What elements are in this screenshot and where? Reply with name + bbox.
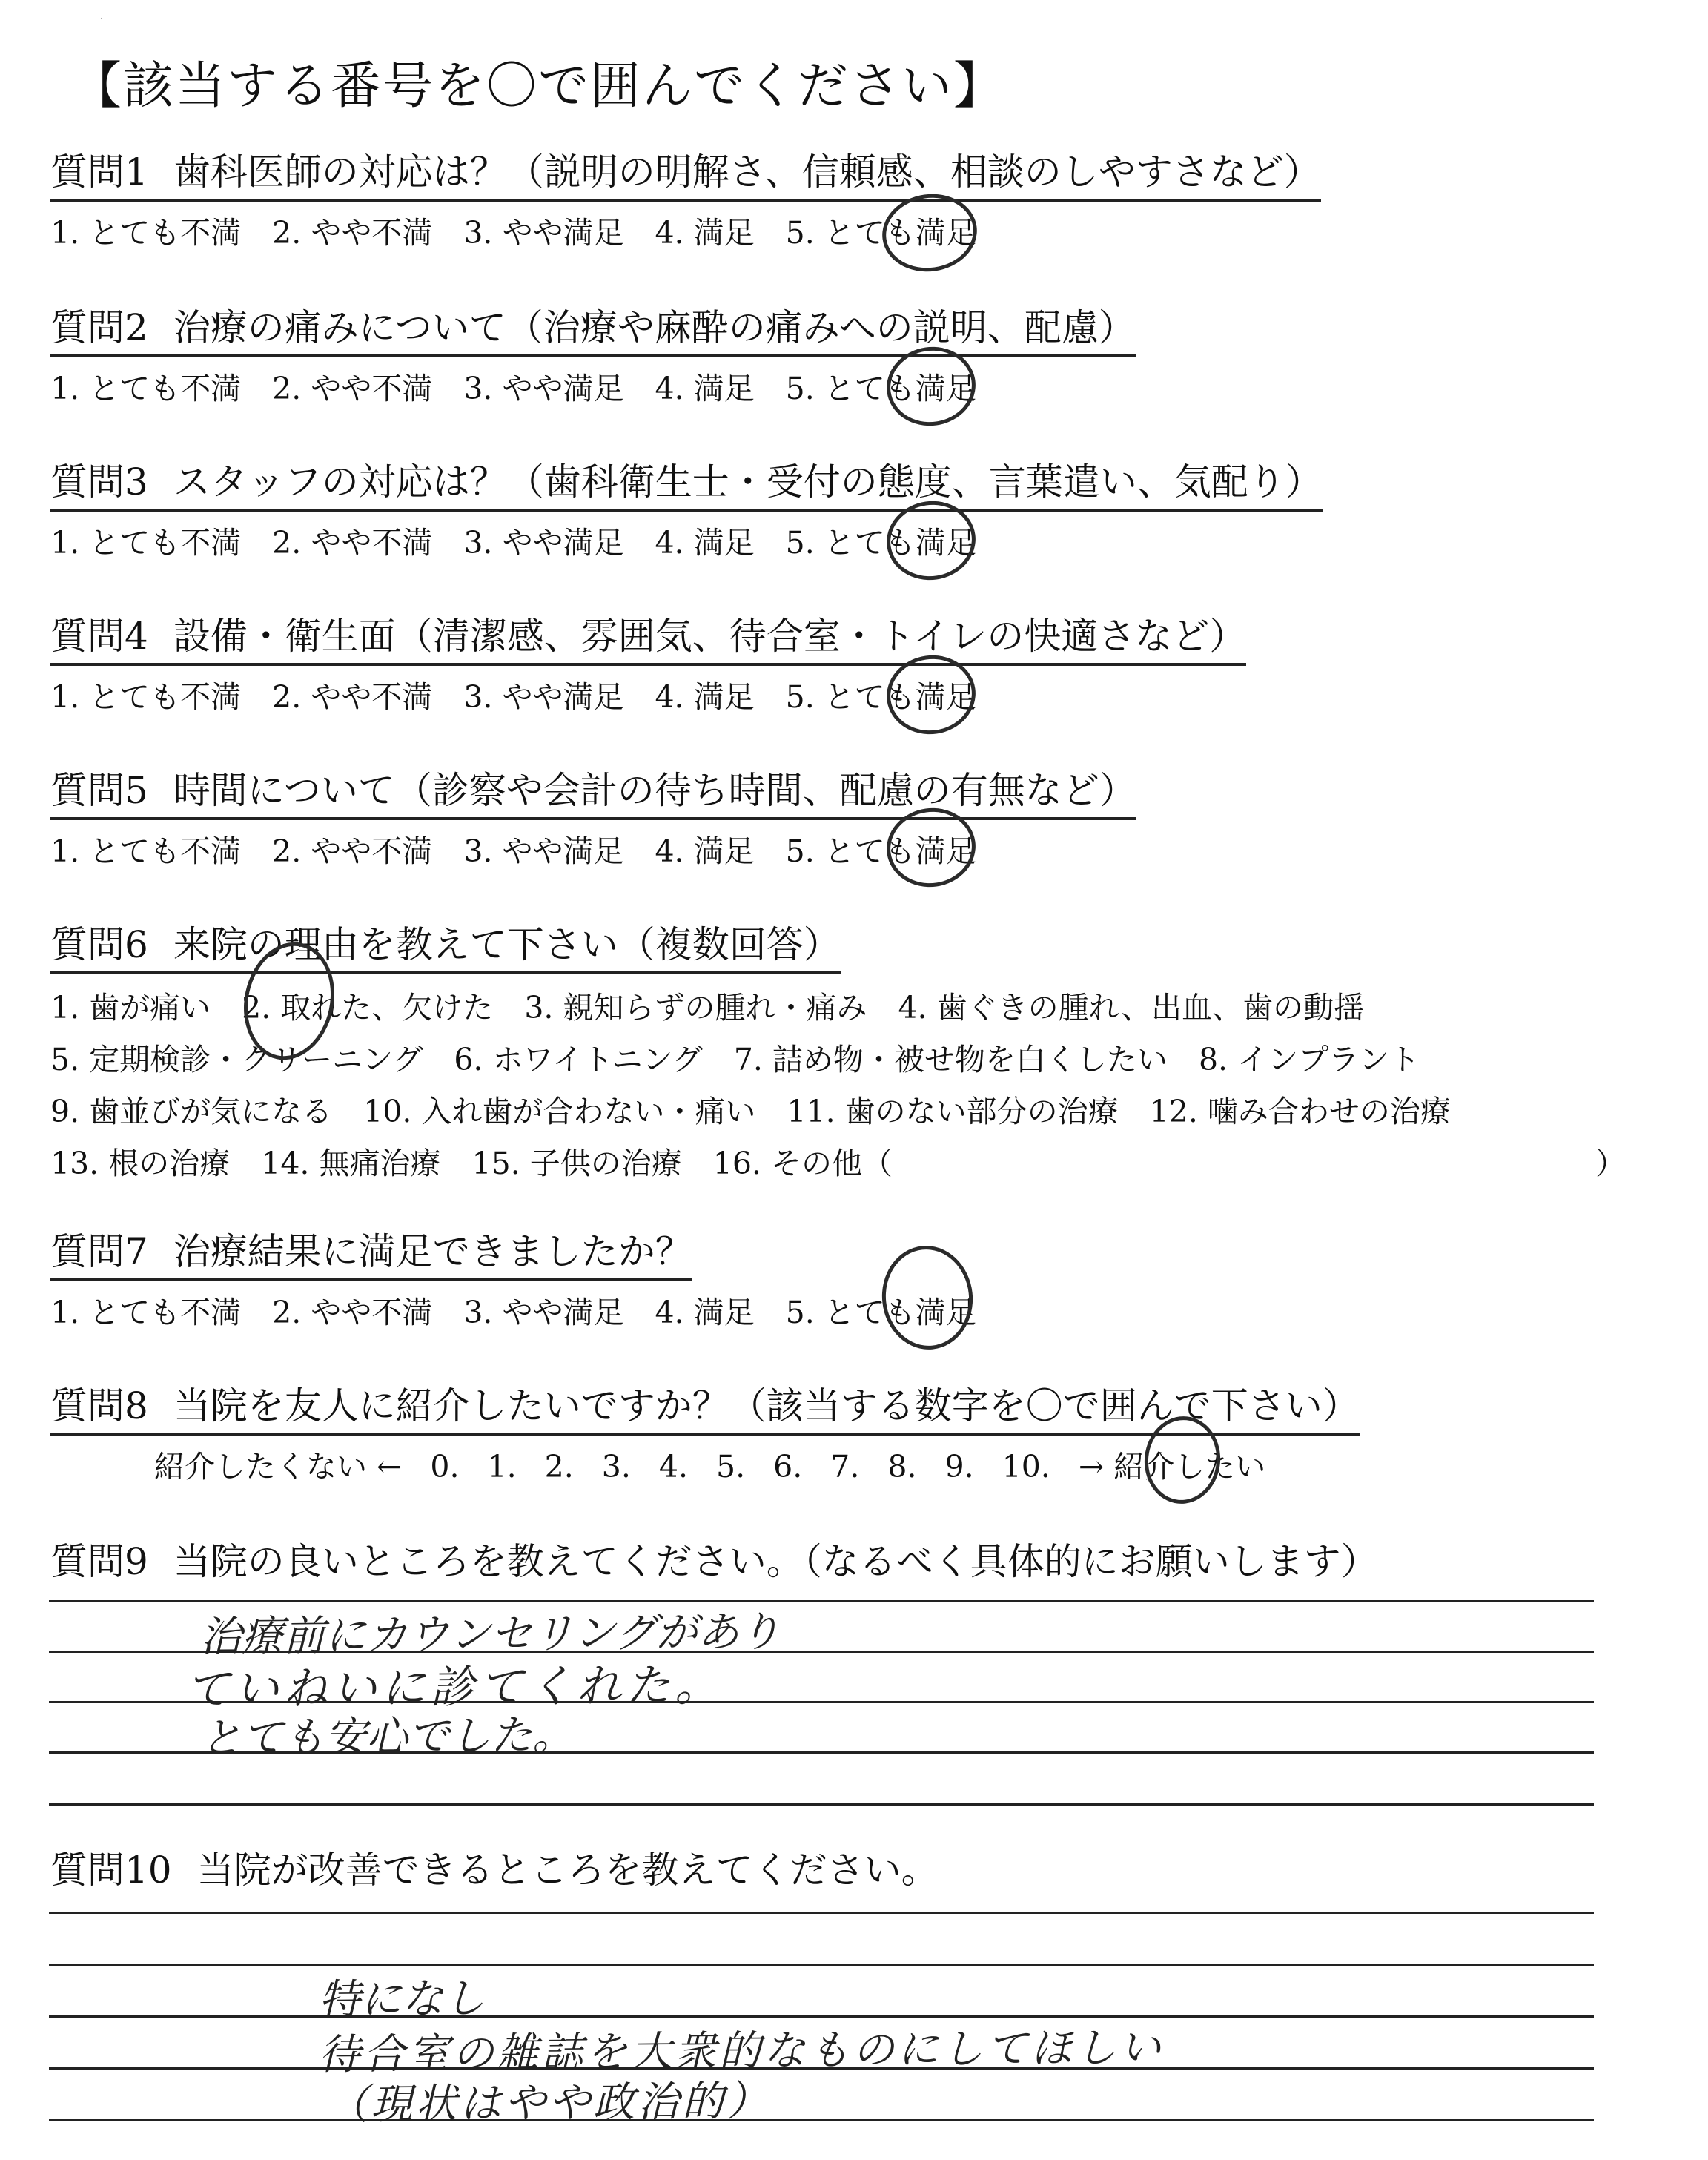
reason-row: [50, 1137, 1666, 1189]
option-2[interactable]: 2. やや不満: [272, 833, 433, 869]
option-1[interactable]: 1. とても不満: [50, 833, 242, 869]
handwritten-answer-line: 治療前にカウンセリングがあり: [199, 1608, 781, 1662]
question-text: 来院の理由を教えて下さい（複数回答）: [173, 923, 841, 966]
scale-number[interactable]: 0.: [430, 1449, 460, 1484]
scale-number[interactable]: 8.: [887, 1449, 917, 1484]
option-2[interactable]: 2. やや不満: [272, 371, 433, 406]
option-3[interactable]: 3. やや満足: [463, 833, 624, 869]
answer-line: [49, 1912, 1594, 1914]
question-text: 当院が改善できるところを教えてください。: [196, 1849, 939, 1892]
option-4[interactable]: 4. 満足: [655, 1295, 755, 1330]
scale-number[interactable]: 5.: [716, 1449, 746, 1484]
scale-number[interactable]: 2.: [544, 1449, 574, 1484]
scale-number[interactable]: 1.: [487, 1449, 517, 1484]
reason-option[interactable]: 3. 親知らずの腫れ・痛み: [524, 990, 867, 1025]
question-1: [50, 148, 1666, 255]
question-5: [50, 767, 1666, 873]
question-text: 歯科医師の対応は？（説明の明解さ、信頼感、相談のしやすさなど）: [173, 151, 1321, 194]
question-text: 治療結果に満足できましたか？: [173, 1230, 692, 1273]
answer-options: [50, 675, 1666, 719]
option-1[interactable]: 1. とても不満: [50, 525, 242, 561]
question-1-header: [50, 148, 1321, 202]
reason-option[interactable]: 14. 無痛治療: [261, 1146, 441, 1181]
question-10-header: [50, 1846, 939, 1897]
question-text: 当院の良いところを教えてください。（なるべく具体的にお願いします）: [173, 1540, 1378, 1583]
option-3[interactable]: 3. やや満足: [463, 1295, 624, 1330]
scale-number[interactable]: 6.: [773, 1449, 803, 1484]
answer-line: [49, 1964, 1594, 1966]
answer-options: [50, 1290, 1666, 1335]
option-2[interactable]: 2. やや不満: [272, 215, 433, 251]
question-label: 質問2: [50, 306, 148, 349]
option-2[interactable]: 2. やや不満: [272, 525, 433, 561]
question-2: [50, 304, 1666, 411]
option-3[interactable]: 3. やや満足: [463, 525, 624, 561]
option-4[interactable]: 4. 満足: [655, 215, 755, 251]
option-4[interactable]: 4. 満足: [655, 833, 755, 869]
reason-row: [50, 1086, 1666, 1137]
scale-number[interactable]: 7.: [830, 1449, 860, 1484]
reason-option[interactable]: 5. 定期検診・クリーニング: [50, 1042, 423, 1077]
question-label: 質問10: [50, 1849, 172, 1892]
scale-number[interactable]: 3.: [601, 1449, 631, 1484]
question-label: 質問5: [50, 769, 148, 812]
question-6-header: [50, 921, 841, 974]
reason-option[interactable]: 2. 取れた、欠けた: [242, 990, 494, 1025]
handwritten-answer-line: ていねいに診てくれた。: [185, 1659, 724, 1717]
scale-left-label: 紹介したくない ←: [154, 1449, 403, 1484]
question-4-header: [50, 612, 1246, 666]
question-text: 当院を友人に紹介したいですか？（該当する数字を〇で囲んで下さい）: [173, 1384, 1360, 1427]
handwritten-answer-line: 待合室の雑誌を大衆的なものにしてほしい: [318, 2024, 1165, 2079]
reason-option-other[interactable]: 16. その他（: [712, 1146, 893, 1181]
reason-option[interactable]: 9. 歯並びが気になる: [50, 1094, 333, 1129]
handwritten-answer-line: とても安心でした。: [199, 1711, 575, 1763]
handwritten-answer-line: 特になし: [318, 1975, 486, 2024]
answer-options: [50, 829, 1666, 873]
question-7-header: [50, 1228, 692, 1281]
answer-line: [49, 1803, 1594, 1806]
question-3: [50, 458, 1666, 565]
reason-option[interactable]: 8. インプラント: [1198, 1042, 1420, 1077]
question-2-header: [50, 304, 1136, 357]
question-label: 質問3: [50, 460, 148, 503]
reason-option[interactable]: 6. ホワイトニング: [454, 1042, 703, 1077]
option-4[interactable]: 4. 満足: [655, 679, 755, 715]
option-3[interactable]: 3. やや満足: [463, 215, 624, 251]
option-3[interactable]: 3. やや満足: [463, 371, 624, 406]
scale-number[interactable]: 9.: [944, 1449, 974, 1484]
reason-option[interactable]: 1. 歯が痛い: [50, 990, 211, 1025]
answer-line: [49, 1600, 1594, 1602]
scan-speck: ·: [100, 13, 103, 24]
option-1[interactable]: 1. とても不満: [50, 1295, 242, 1330]
reason-option[interactable]: 11. 歯のない部分の治療: [787, 1094, 1119, 1129]
answer-options: [50, 211, 1666, 255]
handwritten-answer-line: （現状はやや政治的）: [325, 2077, 772, 2130]
question-8: [50, 1382, 1666, 1489]
scale-number[interactable]: 10.: [1002, 1449, 1050, 1484]
recommend-scale: [154, 1444, 1666, 1489]
option-3[interactable]: 3. やや満足: [463, 679, 624, 715]
question-3-header: [50, 458, 1323, 512]
answer-options: [50, 521, 1666, 565]
reason-option[interactable]: 10. 入れ歯が合わない・痛い: [363, 1094, 756, 1129]
question-text: 時間について（診察や会計の待ち時間、配慮の有無など）: [173, 769, 1136, 812]
question-label: 質問9: [50, 1540, 148, 1583]
option-5[interactable]: 5. とても満足: [785, 215, 976, 251]
option-5[interactable]: 5. とても満足: [785, 525, 976, 561]
question-5-header: [50, 767, 1136, 820]
question-7: [50, 1228, 1666, 1335]
other-paren-close: ）: [1595, 1146, 1626, 1181]
scale-right-label: → 紹介したい: [1078, 1449, 1266, 1484]
reason-option[interactable]: 4. 歯ぐきの腫れ、出血、歯の動揺: [898, 990, 1365, 1025]
question-label: 質問6: [50, 923, 148, 966]
option-1[interactable]: 1. とても不満: [50, 215, 242, 251]
option-5[interactable]: 5. とても満足: [785, 1295, 976, 1330]
option-4[interactable]: 4. 満足: [655, 371, 755, 406]
reason-option[interactable]: 12. 噛み合わせの治療: [1149, 1094, 1451, 1129]
question-9: [50, 1538, 1666, 1588]
option-5[interactable]: 5. とても満足: [785, 679, 976, 715]
option-5[interactable]: 5. とても満足: [785, 371, 976, 406]
option-5[interactable]: 5. とても満足: [785, 833, 976, 869]
option-2[interactable]: 2. やや不満: [272, 1295, 433, 1330]
page-title: 【該当する番号を〇で囲んでください】: [71, 57, 1006, 116]
question-text: 治療の痛みについて（治療や麻酔の痛みへの説明、配慮）: [173, 306, 1136, 349]
option-2[interactable]: 2. やや不満: [272, 679, 433, 715]
question-9-header: [50, 1538, 1378, 1588]
question-label: 質問1: [50, 151, 148, 194]
answer-line: [49, 2119, 1594, 2121]
answer-options: [50, 366, 1666, 411]
option-1[interactable]: 1. とても不満: [50, 371, 242, 406]
question-10: [50, 1846, 1666, 1897]
question-label: 質問4: [50, 615, 148, 658]
option-1[interactable]: 1. とても不満: [50, 679, 242, 715]
question-text: スタッフの対応は？（歯科衛生士・受付の態度、言葉遣い、気配り）: [173, 460, 1323, 503]
question-4: [50, 612, 1666, 719]
question-label: 質問8: [50, 1384, 148, 1427]
reason-option[interactable]: 15. 子供の治療: [471, 1146, 682, 1181]
question-label: 質問7: [50, 1230, 148, 1273]
reason-option[interactable]: 13. 根の治療: [50, 1146, 231, 1181]
option-4[interactable]: 4. 満足: [655, 525, 755, 561]
question-text: 設備・衛生面（清潔感、雰囲気、待合室・トイレの快適さなど）: [173, 615, 1247, 658]
reason-option[interactable]: 7. 詰め物・被せ物を白くしたい: [733, 1042, 1168, 1077]
scale-number[interactable]: 4.: [658, 1449, 689, 1484]
